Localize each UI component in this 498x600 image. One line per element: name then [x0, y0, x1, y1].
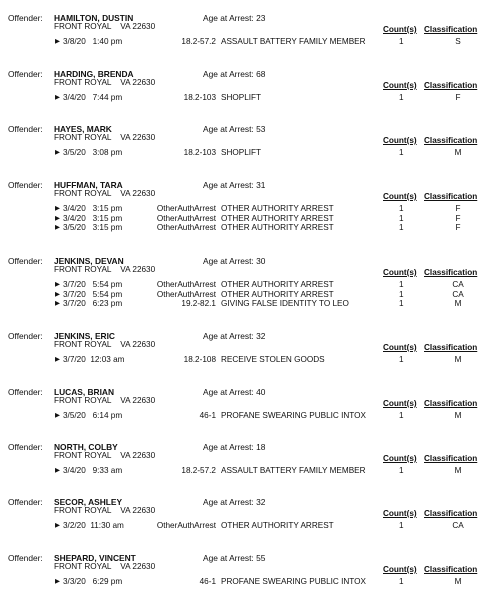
age-label: Age at Arrest: [203, 497, 254, 507]
bullet-arrow-icon: ▶ [55, 214, 60, 222]
charge-count: 1 [399, 204, 404, 213]
age-label: Age at Arrest: [203, 387, 254, 397]
charge-row [0, 93, 498, 102]
offender-label: Offender: [8, 256, 43, 266]
classification-header: Classification [424, 192, 478, 201]
charge-classification: F [455, 223, 461, 232]
offender-address: FRONT ROYAL VA 22630 [54, 340, 156, 349]
offender-address: FRONT ROYAL VA 22630 [54, 562, 156, 571]
charge-datetime: 3/3/20 6:29 pm [63, 577, 123, 586]
age-value: 30 [256, 256, 266, 266]
charge-datetime: 3/7/20 6:23 pm [63, 299, 123, 308]
age-label: Age at Arrest: [203, 256, 254, 266]
charge-count: 1 [399, 411, 404, 420]
charge-count: 1 [399, 223, 404, 232]
offender-label: Offender: [8, 331, 43, 341]
age-value: 18 [256, 442, 266, 452]
age-value: 31 [256, 180, 266, 190]
offender-label: Offender: [8, 69, 43, 79]
age-label: Age at Arrest: [203, 124, 254, 134]
offender-label: Offender: [8, 442, 43, 452]
bullet-arrow-icon: ▶ [55, 522, 60, 529]
charge-description: OTHER AUTHORITY ARREST [221, 289, 334, 299]
charge-datetime: 3/4/20 3:15 pm [63, 204, 123, 213]
age-value: 53 [256, 124, 266, 134]
charge-count: 1 [399, 299, 404, 308]
charge-description: OTHER AUTHORITY ARREST [221, 280, 334, 289]
age-label: Age at Arrest: [203, 442, 254, 452]
offender-record [0, 497, 498, 535]
counts-header: Count(s) [383, 81, 417, 90]
charge-description: SHOPLIFT [221, 93, 262, 102]
offender-name: LUCAS, BRIAN [54, 387, 115, 397]
bullet-arrow-icon: ▶ [55, 224, 60, 231]
charge-classification: CA [452, 280, 464, 289]
charge-classification: M [454, 299, 462, 308]
offender-label: Offender: [8, 387, 43, 397]
counts-header: Count(s) [383, 509, 417, 518]
offender-record [0, 442, 498, 480]
offender-label: Offender: [8, 124, 43, 134]
age-value: 32 [256, 497, 266, 507]
charge-description: OTHER AUTHORITY ARREST [221, 204, 334, 213]
counts-header: Count(s) [383, 399, 417, 408]
charge-row [0, 214, 498, 223]
bullet-arrow-icon: ▶ [55, 94, 60, 101]
charge-datetime: 3/5/20 3:15 pm [63, 223, 123, 232]
charge-row [0, 355, 498, 364]
charge-row [0, 521, 498, 530]
charge-statute: 18.2-57.2 [181, 37, 216, 46]
charge-count: 1 [399, 213, 404, 223]
offender-name: NORTH, COLBY [54, 442, 118, 452]
age-at-arrest [203, 13, 265, 23]
age-at-arrest [203, 180, 265, 190]
offender-record [0, 387, 498, 425]
charge-count: 1 [399, 37, 404, 46]
age-value: 23 [256, 13, 266, 23]
charge-classification: S [455, 37, 461, 46]
charge-row [0, 299, 498, 308]
charge-description: SHOPLIFT [221, 148, 262, 157]
counts-header: Count(s) [383, 268, 417, 277]
bullet-arrow-icon: ▶ [55, 467, 60, 474]
charge-count: 1 [399, 355, 404, 364]
bullet-arrow-icon: ▶ [55, 281, 60, 288]
classification-header: Classification [424, 81, 478, 90]
offender-address: FRONT ROYAL VA 22630 [54, 189, 156, 198]
age-at-arrest [203, 124, 265, 134]
classification-header: Classification [424, 509, 478, 518]
bullet-arrow-icon: ▶ [55, 300, 60, 307]
age-at-arrest [203, 387, 265, 397]
age-at-arrest [203, 69, 265, 79]
bullet-arrow-icon: ▶ [55, 149, 60, 156]
charge-statute: 19.2-82.1 [181, 299, 216, 308]
charge-description: OTHER AUTHORITY ARREST [221, 521, 334, 530]
charge-row [0, 577, 498, 586]
offender-name: JENKINS, ERIC [54, 331, 115, 341]
offender-address: FRONT ROYAL VA 22630 [54, 265, 156, 274]
charge-classification: M [454, 355, 462, 364]
charge-description: GIVING FALSE IDENTITY TO LEO [221, 299, 349, 308]
counts-header: Count(s) [383, 136, 417, 145]
charge-description: RECEIVE STOLEN GOODS [221, 355, 325, 364]
offender-label: Offender: [8, 497, 43, 507]
charge-classification: M [454, 411, 462, 420]
charge-count: 1 [399, 466, 404, 475]
charge-datetime: 3/2/20 11:30 am [63, 521, 124, 530]
classification-header: Classification [424, 565, 478, 574]
age-label: Age at Arrest: [203, 69, 254, 79]
classification-header: Classification [424, 399, 478, 408]
charge-count: 1 [399, 289, 404, 299]
charge-classification: CA [452, 289, 464, 299]
age-label: Age at Arrest: [203, 331, 254, 341]
charge-statute: OtherAuthArrest [156, 289, 216, 299]
age-value: 55 [256, 553, 266, 563]
classification-header: Classification [424, 454, 478, 463]
age-at-arrest [203, 553, 265, 563]
charge-datetime: 3/7/20 12:03 am [63, 355, 125, 364]
charge-row [0, 290, 498, 299]
offender-address: FRONT ROYAL VA 22630 [54, 133, 156, 142]
age-at-arrest [203, 442, 265, 452]
charge-classification: CA [452, 521, 464, 530]
offender-record [0, 124, 498, 162]
age-value: 32 [256, 331, 266, 341]
charge-classification: M [454, 577, 462, 586]
charge-datetime: 3/7/20 5:54 pm [63, 280, 123, 289]
charge-row [0, 148, 498, 157]
offender-name: HUFFMAN, TARA [54, 180, 123, 190]
age-at-arrest [203, 256, 265, 266]
offender-name: SHEPARD, VINCENT [54, 553, 136, 563]
charge-count: 1 [399, 521, 404, 530]
charge-statute: 18.2-108 [183, 355, 216, 364]
charge-statute: OtherAuthArrest [156, 280, 216, 289]
offender-label: Offender: [8, 180, 43, 190]
offender-address: FRONT ROYAL VA 22630 [54, 506, 156, 515]
offender-address: FRONT ROYAL VA 22630 [54, 78, 156, 87]
offender-name: JENKINS, DEVAN [54, 256, 124, 266]
classification-header: Classification [424, 343, 478, 352]
charge-classification: F [455, 213, 461, 223]
charge-description: PROFANE SWEARING PUBLIC INTOX [221, 411, 366, 420]
counts-header: Count(s) [383, 25, 417, 34]
charge-row [0, 466, 498, 475]
offender-record [0, 256, 498, 313]
charge-count: 1 [399, 577, 404, 586]
offender-label: Offender: [8, 13, 43, 23]
offender-address: FRONT ROYAL VA 22630 [54, 396, 156, 405]
charge-row [0, 37, 498, 46]
age-label: Age at Arrest: [203, 180, 254, 190]
charge-datetime: 3/4/20 3:15 pm [63, 213, 123, 223]
offender-name: HARDING, BRENDA [54, 69, 134, 79]
charge-statute: OtherAuthArrest [156, 223, 216, 232]
offender-record [0, 331, 498, 369]
age-at-arrest [203, 331, 265, 341]
offender-name: HAYES, MARK [54, 124, 112, 134]
charge-classification: M [454, 466, 462, 475]
charge-statute: 18.2-57.2 [181, 466, 216, 475]
offender-record [0, 553, 498, 591]
charge-row [0, 223, 498, 232]
charge-datetime: 3/4/20 9:33 am [63, 466, 123, 475]
charge-statute: 46-1 [199, 577, 216, 586]
offender-record [0, 13, 498, 51]
charge-row [0, 204, 498, 213]
bullet-arrow-icon: ▶ [55, 578, 60, 585]
counts-header: Count(s) [383, 454, 417, 463]
charge-description: ASSAULT BATTERY FAMILY MEMBER [221, 466, 366, 475]
charge-statute: 18.2-103 [183, 148, 216, 157]
offender-name: SECOR, ASHLEY [54, 497, 123, 507]
offender-name: HAMILTON, DUSTIN [54, 13, 134, 23]
age-value: 40 [256, 387, 266, 397]
charge-datetime: 3/5/20 3:08 pm [63, 148, 123, 157]
charge-count: 1 [399, 148, 404, 157]
counts-header: Count(s) [383, 192, 417, 201]
charge-statute: OtherAuthArrest [156, 204, 216, 213]
age-value: 68 [256, 69, 266, 79]
classification-header: Classification [424, 268, 478, 277]
classification-header: Classification [424, 136, 478, 145]
charge-row [0, 411, 498, 420]
charge-datetime: 3/5/20 6:14 pm [63, 411, 123, 420]
charge-statute: 18.2-103 [183, 93, 216, 102]
charge-statute: 46-1 [199, 411, 216, 420]
charge-datetime: 3/7/20 5:54 pm [63, 289, 123, 299]
counts-header: Count(s) [383, 565, 417, 574]
charge-classification: M [454, 148, 462, 157]
charge-description: ASSAULT BATTERY FAMILY MEMBER [221, 37, 366, 46]
classification-header: Classification [424, 25, 478, 34]
age-label: Age at Arrest: [203, 553, 254, 563]
bullet-arrow-icon: ▶ [55, 356, 60, 363]
offender-address: FRONT ROYAL VA 22630 [54, 451, 156, 460]
age-at-arrest [203, 497, 265, 507]
charge-statute: OtherAuthArrest [156, 521, 216, 530]
offender-label: Offender: [8, 553, 43, 563]
charge-description: OTHER AUTHORITY ARREST [221, 223, 334, 232]
charge-row [0, 280, 498, 289]
bullet-arrow-icon: ▶ [55, 205, 60, 212]
charge-datetime: 3/8/20 1:40 pm [63, 37, 123, 46]
age-label: Age at Arrest: [203, 13, 254, 23]
charge-count: 1 [399, 280, 404, 289]
charge-classification: F [455, 204, 461, 213]
offender-address: FRONT ROYAL VA 22630 [54, 22, 156, 31]
offender-record [0, 180, 498, 237]
charge-classification: F [455, 93, 461, 102]
charge-statute: OtherAuthArrest [156, 213, 216, 223]
charge-description: OTHER AUTHORITY ARREST [221, 213, 334, 223]
charge-description: PROFANE SWEARING PUBLIC INTOX [221, 577, 366, 586]
bullet-arrow-icon: ▶ [55, 412, 60, 419]
counts-header: Count(s) [383, 343, 417, 352]
offender-record [0, 69, 498, 107]
charge-datetime: 3/4/20 7:44 pm [63, 93, 123, 102]
bullet-arrow-icon: ▶ [55, 38, 60, 45]
bullet-arrow-icon: ▶ [55, 290, 60, 298]
charge-count: 1 [399, 93, 404, 102]
